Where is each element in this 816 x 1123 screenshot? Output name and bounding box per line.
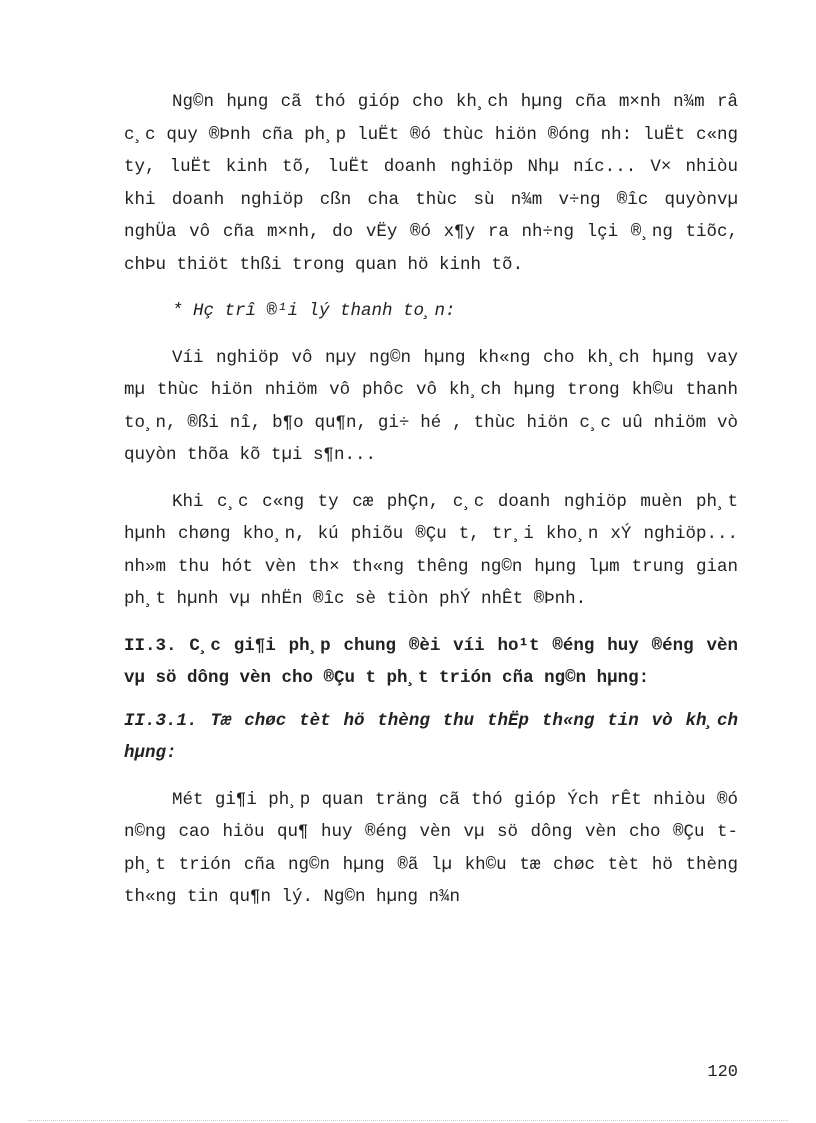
paragraph-information-system: Mét gi¶i ph¸p quan träng cã thó gióp Ých rÊt nhiòu ®ó n©ng cao hiöu qu¶ huy ®éng vèn vµ sö dông vèn cho ®Çu t ph¸t trión cña ng©n hµng ®ã lµ kh©u tæ chøc tèt hö thèng th«ng tin qu¶n lý. Ng©n hµng n¾n	[124, 789, 738, 907]
paragraph-legal-advice: Ng©n hµng cã thó gióp cho kh¸ch hµng cña m×nh n¾m râ c¸c quy ®Þnh cña ph¸p luËt ®ó thùc hiön ®óng nh: luËt c«ng ty, luËt kinh tõ, luËt doanh nghiöp Nhµ níc... V× nhiòu khi doanh nghiöp cßn cha thùc sù n¾m v÷ng ®îc quyònvµ nghÜa vô cña m×nh, do vËy ®ó x¶y ra nh÷ng lçi ®¸ng tiõc, chÞu thiöt thßi trong quan hö kinh tõ.	[124, 92, 738, 275]
subheading-payment-agent: * Hç trî ®¹i lý thanh to¸n:	[172, 301, 456, 321]
paragraph-securities-issuance: Khi c¸c c«ng ty cæ phÇn, c¸c doanh nghiöp muèn ph¸t hµnh chøng kho¸n, kú phiõu ®Çu t, tr¸i kho¸n xÝ nghiöp... nh»m thu hót vèn th× th«ng thêng ng©n hµng lµm trung gian ph¸t hµnh vµ nhËn ®îc sè tiòn phÝ nhÊt ®Þnh.	[124, 491, 738, 609]
footer-divider	[28, 1120, 788, 1121]
page-number: 120	[707, 1063, 738, 1082]
paragraph-payment-service: Víi nghiöp vô nµy ng©n hµng kh«ng cho kh¸ch hµng vay mµ thùc hiön nhiöm vô phôc vô kh¸ch hµng trong kh©u thanh to¸n, ®ßi nî, b¶o qu¶n, gi÷ hé , thùc hiön c¸c uû nhiöm vò quyòn thõa kõ tµi s¶n...	[124, 347, 738, 465]
section-heading-general-solutions: II.3. C¸c gi¶i ph¸p chung ®èi víi ho¹t ®éng huy ®éng vèn vµ sö dông vèn cho ®Çu t ph¸t trión cña ng©n hµng:	[124, 635, 738, 688]
page-body	[124, 86, 738, 928]
subsection-heading-customer-info: II.3.1. Tæ chøc tèt hö thèng thu thËp th«ng tin vò kh¸ch hµng:	[124, 710, 738, 763]
